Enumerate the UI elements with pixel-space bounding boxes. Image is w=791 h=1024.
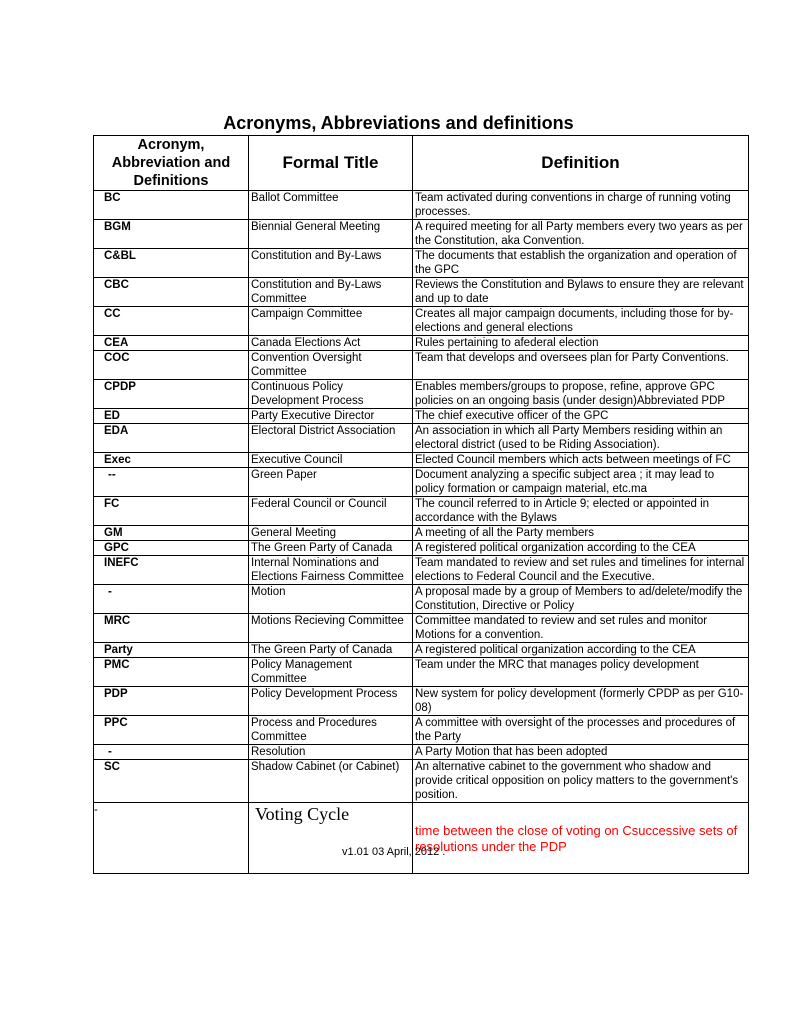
definition-cell: Team under the MRC that manages policy development <box>413 658 749 687</box>
table-row <box>94 643 749 658</box>
table-row <box>94 585 749 614</box>
acronym-cell: FC <box>94 497 249 526</box>
table-row <box>94 380 749 409</box>
definition-cell: Team activated during conventions in charge of running voting processes. <box>413 191 749 220</box>
formal-title-cell: Shadow Cabinet (or Cabinet) <box>249 760 413 803</box>
table-row <box>94 453 749 468</box>
header-acronym: Acronym, Abbreviation and Definitions <box>94 136 249 191</box>
table-row <box>94 658 749 687</box>
acronym-cell: PPC <box>94 716 249 745</box>
definition-cell: An association in which all Party Members residing within an electoral district (used to be Riding Association). <box>413 424 749 453</box>
header-definition: Definition <box>413 136 749 191</box>
table-row <box>94 336 749 351</box>
acronym-cell: BC <box>94 191 249 220</box>
formal-title-cell: Voting Cycle <box>249 803 413 874</box>
version-footer: v1.01 03 April, 2012 . <box>342 846 446 858</box>
formal-title-cell: Continuous Policy Development Process <box>249 380 413 409</box>
table-row <box>94 687 749 716</box>
formal-title-cell: Electoral District Association <box>249 424 413 453</box>
table-row <box>94 424 749 453</box>
acronym-cell: MRC <box>94 614 249 643</box>
acronym-cell: SC <box>94 760 249 803</box>
formal-title-cell: Executive Council <box>249 453 413 468</box>
acronym-cell: - <box>94 745 249 760</box>
formal-title-cell: Policy Management Committee <box>249 658 413 687</box>
acronym-cell: PMC <box>94 658 249 687</box>
acronym-cell: CC <box>94 307 249 336</box>
formal-title-cell: Campaign Committee <box>249 307 413 336</box>
formal-title-cell: The Green Party of Canada <box>249 643 413 658</box>
acronym-cell: Exec <box>94 453 249 468</box>
definition-cell: time between the close of voting on Csuccessive sets of resolutions under the PDP <box>413 803 749 874</box>
acronym-cell: Party <box>94 643 249 658</box>
definition-cell: A committee with oversight of the processes and procedures of the Party <box>413 716 749 745</box>
definition-cell: A proposal made by a group of Members to ad/delete/modify the Constitution, Directive or Policy <box>413 585 749 614</box>
table-row <box>94 220 749 249</box>
acronym-cell: - <box>94 803 249 874</box>
formal-title-cell: Green Paper <box>249 468 413 497</box>
definition-cell: The council referred to in Article 9; elected or appointed in accordance with the Bylaws <box>413 497 749 526</box>
acronym-cell: CEA <box>94 336 249 351</box>
definition-cell: Team mandated to review and set rules and timelines for internal elections to Federal Council and the Executive. <box>413 556 749 585</box>
table-header-row <box>94 136 749 191</box>
formal-title-cell: Constitution and By-Laws Committee <box>249 278 413 307</box>
table-row <box>94 556 749 585</box>
formal-title-cell: Convention Oversight Committee <box>249 351 413 380</box>
definition-cell: A required meeting for all Party members every two years as per the Constitution, aka Convention. <box>413 220 749 249</box>
table-row <box>94 278 749 307</box>
definition-cell: Team that develops and oversees plan for Party Conventions. <box>413 351 749 380</box>
table-row <box>94 191 749 220</box>
document-title: Acronyms, Abbreviations and definitions <box>223 113 574 133</box>
acronyms-table <box>93 135 749 874</box>
table-row <box>94 745 749 760</box>
definition-cell: A registered political organization according to the CEA <box>413 643 749 658</box>
definition-cell: New system for policy development (formerly CPDP as per G10-08) <box>413 687 749 716</box>
acronym-cell: BGM <box>94 220 249 249</box>
formal-title-cell: Internal Nominations and Elections Fairness Committee <box>249 556 413 585</box>
table-row <box>94 541 749 556</box>
acronym-cell: - <box>94 585 249 614</box>
definition-cell: An alternative cabinet to the government who shadow and provide critical opposition on policy matters to the government's position. <box>413 760 749 803</box>
table-row-voting-cycle <box>94 803 749 874</box>
definition-cell: A Party Motion that has been adopted <box>413 745 749 760</box>
formal-title-cell: Constitution and By-Laws <box>249 249 413 278</box>
acronym-cell: CPDP <box>94 380 249 409</box>
definition-cell: Elected Council members which acts between meetings of FC <box>413 453 749 468</box>
definition-cell: Committee mandated to review and set rules and monitor Motions for a convention. <box>413 614 749 643</box>
acronym-cell: PDP <box>94 687 249 716</box>
table-row <box>94 760 749 803</box>
formal-title-cell: General Meeting <box>249 526 413 541</box>
definition-cell: The chief executive officer of the GPC <box>413 409 749 424</box>
formal-title-cell: Biennial General Meeting <box>249 220 413 249</box>
acronym-cell: GM <box>94 526 249 541</box>
table-row <box>94 351 749 380</box>
table-row <box>94 409 749 424</box>
formal-title-cell: Motions Recieving Committee <box>249 614 413 643</box>
acronym-cell: ED <box>94 409 249 424</box>
formal-title-cell: Policy Development Process <box>249 687 413 716</box>
definition-cell: Creates all major campaign documents, including those for by-elections and general elections <box>413 307 749 336</box>
table-row <box>94 468 749 497</box>
acronym-cell: GPC <box>94 541 249 556</box>
table-row <box>94 614 749 643</box>
acronym-cell: COC <box>94 351 249 380</box>
formal-title-cell: Motion <box>249 585 413 614</box>
formal-title-cell: Ballot Committee <box>249 191 413 220</box>
acronym-cell: -- <box>94 468 249 497</box>
table-row <box>94 716 749 745</box>
header-formal-title: Formal Title <box>249 136 413 191</box>
definition-cell: The documents that establish the organization and operation of the GPC <box>413 249 749 278</box>
table-row <box>94 497 749 526</box>
table-row <box>94 249 749 278</box>
formal-title-cell: Federal Council or Council <box>249 497 413 526</box>
acronym-cell: C&BL <box>94 249 249 278</box>
table-row <box>94 307 749 336</box>
definition-cell: Rules pertaining to afederal election <box>413 336 749 351</box>
formal-title-cell: The Green Party of Canada <box>249 541 413 556</box>
definition-cell: Enables members/groups to propose, refine, approve GPC policies on an ongoing basis (under design)Abbreviated PDP <box>413 380 749 409</box>
formal-title-cell: Resolution <box>249 745 413 760</box>
acronym-cell: EDA <box>94 424 249 453</box>
definition-cell: A registered political organization according to the CEA <box>413 541 749 556</box>
acronym-cell: INEFC <box>94 556 249 585</box>
formal-title-cell: Canada Elections Act <box>249 336 413 351</box>
formal-title-cell: Process and Procedures Committee <box>249 716 413 745</box>
table-row <box>94 526 749 541</box>
definition-cell: Reviews the Constitution and Bylaws to ensure they are relevant and up to date <box>413 278 749 307</box>
definition-cell: Document analyzing a specific subject area ; it may lead to policy formation or campaign material, etc.ma <box>413 468 749 497</box>
formal-title-cell: Party Executive Director <box>249 409 413 424</box>
definition-cell: A meeting of all the Party members <box>413 526 749 541</box>
acronym-cell: CBC <box>94 278 249 307</box>
